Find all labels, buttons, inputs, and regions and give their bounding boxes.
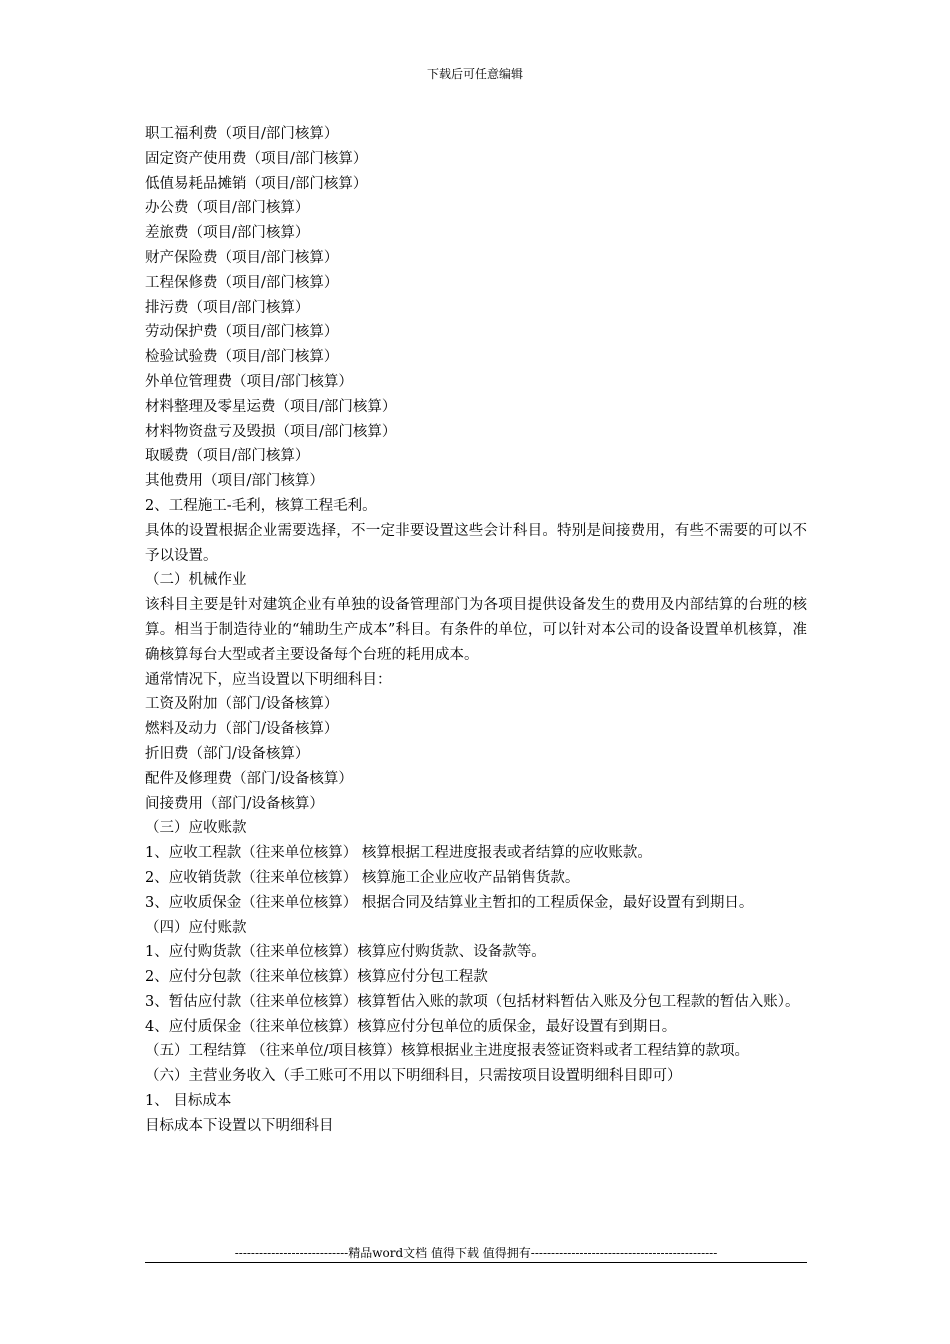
text-line: 工资及附加（部门/设备核算） (145, 696, 339, 713)
text-line: 工程保修费（项目/部门核算） (145, 274, 339, 291)
text-line: 固定资产使用费（项目/部门核算） (145, 150, 368, 167)
text-line: 材料物资盘亏及毁损（项目/部门核算） (145, 423, 397, 440)
text-line: 2、工程施工-毛利，核算工程毛利。 (145, 497, 377, 514)
text-line: 排污费（项目/部门核算） (145, 299, 310, 316)
text-line: 差旅费（项目/部门核算） (145, 225, 310, 242)
text-line: 财产保险费（项目/部门核算） (145, 249, 339, 266)
section-heading: （三）应收账款 (145, 820, 247, 837)
text-line: 目标成本下设置以下明细科目 (145, 1117, 334, 1134)
text-line: 1、应收工程款（往来单位核算） 核算根据工程进度报表或者结算的应收账款。 (145, 845, 652, 862)
paragraph: 3、应收质保金（往来单位核算） 根据合同及结算业主暂扣的工程质保金，最好设置有到期日。 (145, 894, 754, 911)
text-line: 2、应收销货款（往来单位核算） 核算施工企业应收产品销售货款。 (145, 869, 580, 886)
text-line: 2、应付分包款（往来单位核算）核算应付分包工程款 (145, 969, 488, 986)
text-line: 外单位管理费（项目/部门核算） (145, 373, 353, 390)
paragraph: 3、暂估应付款（往来单位核算）核算暂估入账的款项（包括材料暂估入账及分包工程款的暂估入账）。 (145, 993, 800, 1010)
text-line: 其他费用（项目/部门核算） (145, 473, 324, 490)
text-line: 折旧费（部门/设备核算） (145, 745, 310, 762)
text-line: 间接费用（部门/设备核算） (145, 795, 324, 812)
text-line: 1、 目标成本 (145, 1093, 232, 1110)
paragraph: （五）工程结算 （往来单位/项目核算）核算根据业主进度报表签证资料或者工程结算的款项。 (145, 1043, 749, 1060)
section-heading: （二）机械作业 (145, 572, 247, 589)
text-line: 通常情况下，应当设置以下明细科目： (145, 671, 392, 688)
footer-divider (145, 1262, 807, 1263)
paragraph: 具体的设置根据企业需要选择，不一定非要设置这些会计科目。特别是间接费用，有些不需要的可以不予以设置。 (145, 522, 807, 564)
text-line: 燃料及动力（部门/设备核算） (145, 721, 339, 738)
text-line: 职工福利费（项目/部门核算） (145, 126, 339, 142)
document-body (145, 122, 807, 1139)
text-line: 4、应付质保金（往来单位核算）核算应付分包单位的质保金，最好设置有到期日。 (145, 1018, 677, 1035)
section-heading: （四）应付账款 (145, 919, 247, 936)
paragraph: 该科目主要是针对建筑企业有单独的设备管理部门为各项目提供设备发生的费用及内部结算的台班的核算。相当于制造待业的“辅助生产成本”科目。有条件的单位，可以针对本公司的设备设置单机核算，准确核算每台大型或者主要设备每个台班的耗用成本。 (145, 597, 807, 663)
text-line: 办公费（项目/部门核算） (145, 200, 310, 217)
text-line: 配件及修理费（部门/设备核算） (145, 770, 353, 787)
text-line: 材料整理及零星运费（项目/部门核算） (145, 398, 397, 415)
page-footer: ----------------------------精品word文档 值得下载 值得拥有---------------------------------------------- (234, 1246, 718, 1260)
text-line: 1、应付购货款（往来单位核算）核算应付购货款、设备款等。 (145, 944, 546, 961)
text-line: 取暖费（项目/部门核算） (145, 448, 310, 465)
text-line: 低值易耗品摊销（项目/部门核算） (145, 175, 368, 192)
page-header: 下载后可任意编辑 (426, 67, 523, 81)
text-line: 劳动保护费（项目/部门核算） (145, 324, 339, 341)
section-heading: （六）主营业务收入（手工账可不用以下明细科目，只需按项目设置明细科目即可） (145, 1068, 682, 1085)
text-line: 检验试验费（项目/部门核算） (145, 349, 339, 366)
